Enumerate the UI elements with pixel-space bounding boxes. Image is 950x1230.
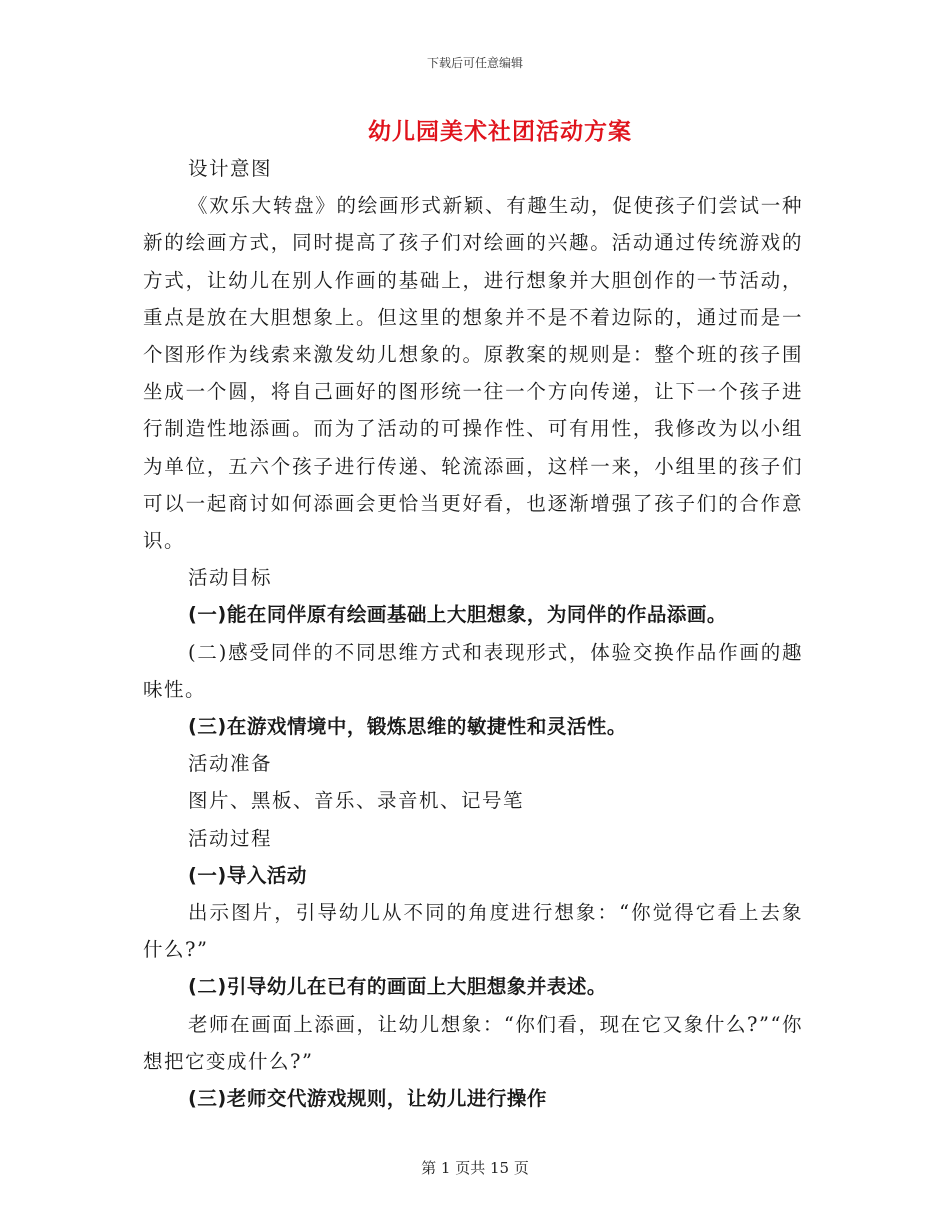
paragraph-preparation-items: 图片、黑板、音乐、录音机、记号笔 xyxy=(188,789,525,813)
paragraph-preparation-heading: 活动准备 xyxy=(188,752,273,776)
paragraph-step-1-heading: (一)导入活动 xyxy=(188,863,307,887)
header-note: 下载后可任意编辑 xyxy=(426,56,523,70)
paragraph-goals-heading: 活动目标 xyxy=(188,566,273,590)
paragraph-step-2-body: 老师在画面上添画，让幼儿想象：“你们看，现在它又象什么?”“你想把它变成什么?” xyxy=(143,1012,803,1073)
paragraph-goal-1: (一)能在同伴原有绘画基础上大胆想象，为同伴的作品添画。 xyxy=(188,603,727,627)
paragraph-process-heading: 活动过程 xyxy=(188,826,273,850)
document-body xyxy=(143,150,803,1117)
paragraph-goal-3: (三)在游戏情境中，锻炼思维的敏捷性和灵活性。 xyxy=(188,715,627,739)
paragraph-step-2-heading: (二)引导幼儿在已有的画面上大胆想象并表述。 xyxy=(188,975,607,999)
paragraph-step-3-heading: (三)老师交代游戏规则，让幼儿进行操作 xyxy=(188,1087,547,1111)
paragraph-goal-2: (二)感受同伴的不同思维方式和表现形式，体验交换作品作画的趣味性。 xyxy=(143,640,803,701)
document-title: 幼儿园美术社团活动方案 xyxy=(368,119,632,145)
paragraph-design-intent-heading: 设计意图 xyxy=(188,157,273,180)
paragraph-design-intent-body: 《欢乐大转盘》的绘画形式新颖、有趣生动，促使孩子们尝试一种新的绘画方式，同时提高了孩子们对绘画的兴趣。活动通过传统游戏的方式，让幼儿在别人作画的基础上，进行想象并大胆创作的一节活动，重点是放在大胆想象上。但这里的想象并不是不着边际的，通过而是一个图形作为线索来激发幼儿想象的。原教案的规则是：整个班的孩子围坐成一个圆，将自己画好的图形统一往一个方向传递，让下一个孩子进行制造性地添画。而为了活动的可操作性、可有用性，我修改为以小组为单位，五六个孩子进行传递、轮流添画，这样一来，小组里的孩子们可以一起商讨如何添画会更恰当更好看，也逐渐增强了孩子们的合作意识。 xyxy=(143,194,803,553)
page-footer: 第 1 页共 15 页 xyxy=(421,1159,529,1177)
paragraph-step-1-body: 出示图片，引导幼儿从不同的角度进行想象：“你觉得它看上去象什么?” xyxy=(143,901,803,962)
